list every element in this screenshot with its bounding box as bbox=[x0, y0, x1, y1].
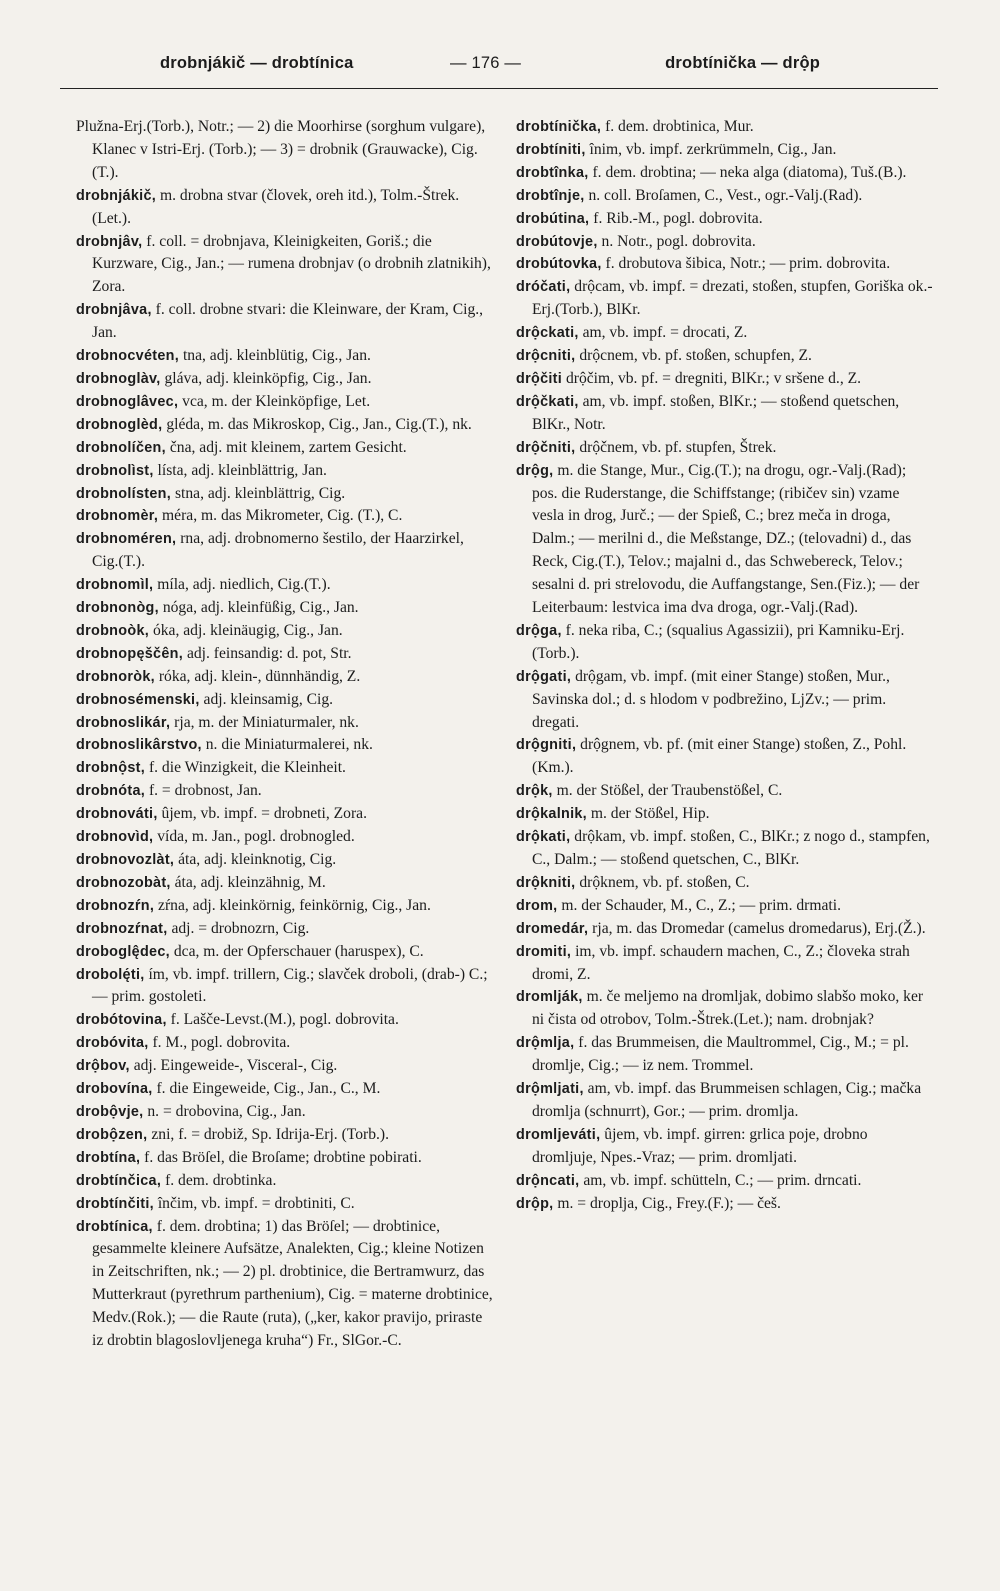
dictionary-entry bbox=[76, 1193, 494, 1216]
dictionary-entry bbox=[76, 1078, 494, 1101]
entry-headword: dromlják, bbox=[516, 989, 583, 1006]
entry-definition: m. der Stößel, Hip. bbox=[586, 805, 710, 823]
dictionary-entry bbox=[516, 1124, 934, 1170]
dictionary-entry bbox=[516, 116, 934, 139]
entry-definition: f. das Brummeisen, die Maultrommel, Cig., M.; = pl. dromlje, Cig.; — iz nem. Trommel. bbox=[532, 1034, 909, 1075]
entry-headword: drộkalnik, bbox=[516, 806, 587, 823]
entry-definition: drộčim, vb. pf. = dregniti, BlKr.; v sršene d., Z. bbox=[562, 369, 862, 387]
dictionary-entry bbox=[76, 780, 494, 803]
entry-definition: rja, m. der Miniaturmaler, nk. bbox=[170, 713, 359, 731]
dictionary-entry bbox=[516, 1032, 934, 1078]
entry-headword: drobnomìl, bbox=[76, 577, 154, 594]
dictionary-entry bbox=[76, 643, 494, 666]
entry-headword: dromiti, bbox=[516, 943, 572, 960]
entry-headword: drobtînje, bbox=[516, 187, 585, 204]
dictionary-entry bbox=[76, 964, 494, 1010]
running-head-right: drobtínička — drộp bbox=[665, 54, 820, 72]
entry-definition: f. das Bröſel, die Broſame; drobtine pobirati. bbox=[140, 1148, 422, 1166]
entry-definition: am, vb. impf. stoßen, BlKr.; — stoßend quetschen, BlKr., Notr. bbox=[532, 392, 900, 433]
dictionary-entry bbox=[76, 1124, 494, 1147]
dictionary-entry bbox=[76, 368, 494, 391]
dictionary-entry bbox=[76, 941, 494, 964]
entry-headword: drộmljati, bbox=[516, 1081, 584, 1098]
entry-definition: f. Rib.-M., pogl. dobrovita. bbox=[589, 209, 763, 227]
entry-headword: drobnopęščên, bbox=[76, 645, 184, 662]
dictionary-entry bbox=[76, 574, 494, 597]
dictionary-entry bbox=[516, 986, 934, 1032]
entry-headword: drobnozŕn, bbox=[76, 897, 155, 914]
entry-headword: drộgati, bbox=[516, 668, 572, 685]
entry-definition: f. die Eingeweide, Cig., Jan., C., M. bbox=[152, 1080, 381, 1098]
dictionary-entry bbox=[516, 1193, 934, 1216]
entry-headword: drộkniti, bbox=[516, 874, 576, 891]
dictionary-entry bbox=[76, 597, 494, 620]
entry-definition: drộgam, vb. impf. (mit einer Stange) stoßen, Mur., Savinska dol.; d. s hlodom v podbrežino, LjZv.; — prim. dregati. bbox=[532, 667, 890, 731]
entry-headword: drobnóta, bbox=[76, 783, 146, 800]
entry-headword: drobnoglâvec, bbox=[76, 393, 179, 410]
entry-definition: rja, m. das Dromedar (camelus dromedarus), Erj.(Ž.). bbox=[588, 919, 926, 937]
dictionary-entry bbox=[516, 162, 934, 185]
entry-definition: f. = drobnost, Jan. bbox=[145, 782, 262, 800]
entry-headword: drobtínica, bbox=[76, 1218, 153, 1235]
dictionary-entry bbox=[516, 734, 934, 780]
entry-definition: f. dem. drobtinica, Mur. bbox=[601, 118, 754, 135]
entry-headword: drộčniti, bbox=[516, 439, 576, 456]
dictionary-entry bbox=[76, 826, 494, 849]
dictionary-entry bbox=[516, 941, 934, 987]
dictionary-entry bbox=[76, 872, 494, 895]
entry-definition: f. coll. drobne stvari: die Kleinware, der Kram, Cig., Jan. bbox=[92, 301, 484, 342]
entry-definition: am, vb. impf. das Brummeisen schlagen, Cig.; mačka dromlja (schnurrt), Gor.; — prim. dromlja. bbox=[532, 1080, 922, 1120]
dictionary-entry bbox=[76, 391, 494, 414]
entry-headword: dromljeváti, bbox=[516, 1126, 601, 1143]
entry-definition: f. dem. drobtinka. bbox=[161, 1171, 277, 1189]
running-head bbox=[160, 54, 820, 78]
entry-definition: m. der Schauder, M., C., Z.; — prim. drmati. bbox=[557, 896, 841, 914]
entry-headword: drobnolíčen, bbox=[76, 439, 166, 456]
dictionary-entry bbox=[76, 712, 494, 735]
dictionary-entry bbox=[76, 414, 494, 437]
entry-headword: drobolę́ti, bbox=[76, 966, 145, 983]
entry-headword: drobnoòk, bbox=[76, 622, 150, 639]
entry-headword: drobnomèr, bbox=[76, 508, 159, 525]
entry-definition: f. neka riba, C.; (squalius Agassizii), pri Kamniku-Erj.(Torb.). bbox=[532, 621, 905, 662]
entry-definition: róka, adj. klein-, dünnhändig, Z. bbox=[154, 667, 361, 685]
entry-headword: drobnjákič, bbox=[76, 187, 157, 204]
entry-headword: drộčiti bbox=[516, 370, 563, 387]
entry-definition: drộčnem, vb. pf. stupfen, Štrek. bbox=[575, 438, 777, 456]
entry-definition: áta, adj. kleinzähnig, M. bbox=[170, 873, 326, 891]
entry-definition: stna, adj. kleinblättrig, Cig. bbox=[171, 484, 346, 502]
entry-definition: f. die Winzigkeit, die Kleinheit. bbox=[145, 759, 346, 777]
dictionary-entry bbox=[516, 872, 934, 895]
dictionary-entry bbox=[76, 460, 494, 483]
entry-definition: am, vb. impf. = drocati, Z. bbox=[578, 324, 748, 342]
dictionary-entry bbox=[76, 1055, 494, 1078]
dictionary-entry bbox=[516, 666, 934, 735]
dictionary-entry bbox=[76, 437, 494, 460]
dictionary-entry bbox=[76, 757, 494, 780]
entry-definition: m. = droplja, Cig., Frey.(F.); — češ. bbox=[553, 1194, 781, 1212]
entry-definition: Plužna-Erj.(Torb.), Notr.; — 2) die Moorhirse (sorghum vulgare), Klanec v Istri-Erj. (Torb.); — 3) = drobnik (Grauwacke), Cig.(T.). bbox=[76, 118, 486, 181]
dictionary-entry bbox=[76, 1032, 494, 1055]
entry-headword: drobnolísten, bbox=[76, 485, 172, 502]
entry-headword: drobtíniti, bbox=[516, 141, 586, 158]
entry-headword: drom, bbox=[516, 897, 558, 914]
entry-headword: drobnolìst, bbox=[76, 462, 154, 479]
dictionary-entry bbox=[516, 276, 934, 322]
dictionary-entry bbox=[516, 139, 934, 162]
dictionary-entry bbox=[516, 185, 934, 208]
entry-definition: gláva, adj. kleinköpfig, Cig., Jan. bbox=[160, 369, 372, 387]
entry-headword: drobtínčiti, bbox=[76, 1195, 154, 1212]
entry-definition: drộgnem, vb. pf. (mit einer Stange) stoßen, Z., Pohl.(Km.). bbox=[532, 736, 907, 777]
entry-headword: drộncati, bbox=[516, 1172, 580, 1189]
dictionary-entry bbox=[76, 483, 494, 506]
entry-headword: drobútovje, bbox=[516, 233, 598, 250]
right-column bbox=[516, 116, 934, 1216]
entry-definition: óka, adj. kleinäugig, Cig., Jan. bbox=[149, 621, 343, 639]
entry-headword: drộg, bbox=[516, 462, 554, 479]
dictionary-entry bbox=[76, 1216, 494, 1353]
entry-headword: drộmlja, bbox=[516, 1035, 575, 1052]
entry-headword: drobóvita, bbox=[76, 1035, 149, 1052]
entry-definition: drộkam, vb. impf. stoßen, C., BlKr.; z nogo d., stampfen, C., Dalm.; — stoßend quetschen, C., BlKr. bbox=[532, 828, 930, 868]
entry-definition: m. der Stößel, der Traubenstößel, C. bbox=[552, 782, 783, 800]
entry-definition: adj. Eingeweide-, Visceral-, Cig. bbox=[129, 1057, 338, 1075]
dictionary-entry bbox=[76, 505, 494, 528]
dictionary-entry bbox=[516, 322, 934, 345]
dictionary-entry bbox=[76, 1170, 494, 1193]
entry-definition: vca, m. der Kleinköpfige, Let. bbox=[178, 392, 371, 410]
dictionary-entry bbox=[76, 803, 494, 826]
entry-definition: f. drobutova šibica, Notr.; — prim. dobrovita. bbox=[601, 255, 891, 273]
entry-definition: tna, adj. kleinblütig, Cig., Jan. bbox=[179, 347, 371, 365]
entry-headword: drobútina, bbox=[516, 210, 590, 227]
dictionary-entry bbox=[516, 391, 934, 437]
entry-headword: drobnoglàv, bbox=[76, 370, 161, 387]
entry-headword: drộčkati, bbox=[516, 393, 579, 410]
entry-definition: înim, vb. impf. zerkrümmeln, Cig., Jan. bbox=[585, 140, 837, 158]
entry-headword: drobótovina, bbox=[76, 1012, 167, 1029]
entry-headword: drobnovìd, bbox=[76, 829, 154, 846]
dictionary-entry bbox=[76, 620, 494, 643]
entry-definition: am, vb. impf. schütteln, C.; — prim. drncati. bbox=[579, 1171, 862, 1189]
dictionary-entry bbox=[516, 460, 934, 620]
dictionary-entry bbox=[76, 1101, 494, 1124]
entry-definition: f. coll. = drobnjava, Kleinigkeiten, Goriš.; die Kurzware, Cig., Jan.; — rumena drobnjav (o drobnih zlatnikih), Zora. bbox=[92, 232, 491, 296]
dictionary-entry bbox=[516, 437, 934, 460]
entry-headword: drộckati, bbox=[516, 325, 579, 342]
dictionary-entry bbox=[76, 116, 494, 185]
entry-definition: vída, m. Jan., pogl. drobnogled. bbox=[153, 828, 355, 846]
dictionary-entry bbox=[516, 345, 934, 368]
entry-definition: f. dem. drobtina; — neka alga (diatoma), Tuš.(B.). bbox=[588, 163, 907, 181]
dictionary-entry bbox=[76, 734, 494, 757]
entry-headword: drobnoméren, bbox=[76, 531, 177, 548]
entry-headword: drobovína, bbox=[76, 1081, 153, 1098]
dictionary-entry bbox=[516, 918, 934, 941]
entry-headword: drobnocvéten, bbox=[76, 348, 180, 365]
entry-definition: drộknem, vb. pf. stoßen, C. bbox=[575, 873, 750, 891]
entry-definition: míla, adj. niedlich, Cig.(T.). bbox=[153, 576, 331, 594]
entry-definition: lísta, adj. kleinblättrig, Jan. bbox=[153, 461, 327, 479]
dictionary-entry bbox=[76, 849, 494, 872]
dictionary-entry bbox=[516, 620, 934, 666]
entry-headword: drobtína, bbox=[76, 1149, 141, 1166]
entry-headword: drobnoglèd, bbox=[76, 416, 163, 433]
entry-definition: čna, adj. mit kleinem, zartem Gesicht. bbox=[165, 438, 407, 456]
entry-headword: drobnoròk, bbox=[76, 668, 155, 685]
entry-definition: im, vb. impf. schaudern machen, C., Z.; človeka strah dromi, Z. bbox=[532, 942, 910, 983]
entry-definition: ûjem, vb. impf. girren: grlica poje, drobno dromljuje, Npes.-Vraz; — prim. dromljati. bbox=[532, 1125, 868, 1166]
entry-headword: drobtínčica, bbox=[76, 1172, 162, 1189]
entry-definition: m. drobna stvar (človek, oreh itd.), Tolm.-Štrek.(Let.). bbox=[92, 186, 460, 227]
entry-headword: drobútovka, bbox=[516, 256, 602, 273]
entry-definition: adj. feinsandig: d. pot, Str. bbox=[183, 644, 352, 662]
entry-headword: drộga, bbox=[516, 622, 562, 639]
entry-definition: adj. kleinsamig, Cig. bbox=[199, 690, 334, 708]
dictionary-entry bbox=[516, 803, 934, 826]
dictionary-entry bbox=[76, 918, 494, 941]
entry-definition: n. = drobovina, Cig., Jan. bbox=[143, 1102, 306, 1120]
dictionary-entry bbox=[76, 1009, 494, 1032]
dictionary-entry bbox=[76, 528, 494, 574]
dictionary-entry bbox=[516, 231, 934, 254]
running-head-left: drobnjákič — drobtínica bbox=[160, 54, 354, 72]
dictionary-entry bbox=[516, 208, 934, 231]
entry-headword: drộkati, bbox=[516, 829, 571, 846]
entry-definition: drộcam, vb. impf. = drezati, stoßen, stupfen, Goriška ok.-Erj.(Torb.), BlKr. bbox=[532, 278, 933, 319]
entry-definition: m. die Stange, Mur., Cig.(T.); na drogu, ogr.-Valj.(Rad); pos. die Ruderstange, die Schiffstange; (ribičev sin) vzame vesla in drog, Jurč.; — der Spieß, C.; brez meča in droga, Dalm.; — merilni d., die Meßstange, DZ.; (telovadni) d., das Reck, Cig.(T.), Telov.; majalni d., das Schwebereck, Telov.; sesalni d. pri strelovodu, die Auffangstange, Sen.(Fiz.); — der Leiterbaum: lestvica ima dva droga, ogr.-Valj.(Rad). bbox=[532, 461, 920, 617]
dictionary-entry bbox=[516, 368, 934, 391]
dictionary-entry bbox=[516, 1078, 934, 1124]
entry-definition: dca, m. der Opferschauer (haruspex), C. bbox=[169, 942, 424, 960]
entry-headword: drộcniti, bbox=[516, 348, 576, 365]
entry-headword: drobnováti, bbox=[76, 806, 158, 823]
entry-definition: n. die Miniaturmalerei, nk. bbox=[201, 736, 373, 754]
entry-definition: zŕna, adj. kleinkörnig, feinkörnig, Cig., Jan. bbox=[154, 896, 431, 914]
entry-headword: drộk, bbox=[516, 783, 553, 800]
dictionary-entry bbox=[76, 299, 494, 345]
page-number: — 176 — bbox=[450, 54, 522, 72]
entry-definition: méra, m. das Mikrometer, Cig. (T.), C. bbox=[158, 507, 403, 525]
entry-headword: drobtínička, bbox=[516, 119, 602, 135]
entry-headword: dróčati, bbox=[516, 279, 571, 296]
entry-headword: drobtînka, bbox=[516, 164, 589, 181]
dictionary-entry bbox=[76, 1147, 494, 1170]
entry-definition: f. M., pogl. dobrovita. bbox=[148, 1034, 291, 1052]
entry-definition: gléda, m. das Mikroskop, Cig., Jan., Cig.(T.), nk. bbox=[162, 415, 472, 433]
entry-headword: drobộzen, bbox=[76, 1126, 148, 1143]
dictionary-entry bbox=[516, 253, 934, 276]
dictionary-entry bbox=[76, 666, 494, 689]
entry-definition: drộcnem, vb. pf. stoßen, schupfen, Z. bbox=[575, 347, 812, 365]
dictionary-entry bbox=[76, 345, 494, 368]
dictionary-entry bbox=[76, 895, 494, 918]
entry-definition: rna, adj. drobnomerno šestilo, der Haarzirkel, Cig.(T.). bbox=[92, 530, 464, 571]
entry-definition: n. coll. Broſamen, C., Vest., ogr.-Valj.(Rad). bbox=[584, 186, 863, 204]
dictionary-entry bbox=[516, 1170, 934, 1193]
entry-definition: ím, vb. impf. trillern, Cig.; slavček droboli, (drab-) C.; — prim. gostoleti. bbox=[92, 965, 488, 1006]
entry-headword: drobnjâva, bbox=[76, 302, 152, 319]
entry-definition: înčim, vb. impf. = drobtiniti, C. bbox=[153, 1194, 355, 1212]
entry-definition: zni, f. = drobiž, Sp. Idrija-Erj. (Torb.). bbox=[147, 1125, 389, 1143]
dictionary-entry bbox=[76, 689, 494, 712]
entry-headword: dromedár, bbox=[516, 920, 589, 937]
entry-headword: drobnjâv, bbox=[76, 233, 143, 250]
entry-headword: drobnoslikârstvo, bbox=[76, 737, 202, 754]
entry-headword: drobnozŕnat, bbox=[76, 920, 168, 937]
entry-headword: drobnosémenski, bbox=[76, 691, 200, 708]
entry-definition: n. Notr., pogl. dobrovita. bbox=[597, 232, 756, 250]
dictionary-entry bbox=[76, 231, 494, 300]
entry-definition: ûjem, vb. impf. = drobneti, Zora. bbox=[157, 805, 367, 823]
entry-headword: drobnozobàt, bbox=[76, 874, 171, 891]
entry-definition: adj. = drobnozrn, Cig. bbox=[167, 919, 310, 937]
entry-headword: drobnoslikár, bbox=[76, 714, 171, 731]
entry-headword: drộbov, bbox=[76, 1058, 130, 1075]
entry-headword: drộp, bbox=[516, 1195, 554, 1212]
dictionary-entry bbox=[516, 826, 934, 872]
entry-headword: drobnovozlàt, bbox=[76, 852, 175, 868]
dictionary-entry bbox=[516, 780, 934, 803]
entry-definition: nóga, adj. kleinfüßig, Cig., Jan. bbox=[158, 599, 359, 617]
header-rule bbox=[60, 88, 938, 89]
dictionary-entry bbox=[516, 895, 934, 918]
entry-definition: f. dem. drobtina; 1) das Bröſel; — drobtinice, gesammelte kleinere Aufsätze, Analekten, Cig.; kleine Notizen in Zeitschriften, nk.; — 2) pl. drobtinice, die Bertramwurz, das Mutterkraut (pyrethrum parthenium), Cig. = materne drobtinice, Medv.(Rok.); — die Raute (ruta), („ker, kakor pravijo, priraste iz drobtin blagoslovljenega kruha“) Fr., SlGor.-C. bbox=[92, 1217, 493, 1350]
left-column bbox=[76, 116, 494, 1353]
entry-headword: droboglę̂dec, bbox=[76, 943, 170, 960]
dictionary-entry bbox=[76, 185, 494, 231]
entry-definition: m. če meljemo na dromljak, dobimo slabšo moko, ker ni čista od otrobov, Tolm.-Štrek.(Let.); nam. drobnjak? bbox=[532, 988, 924, 1029]
entry-definition: áta, adj. kleinknotig, Cig. bbox=[174, 851, 337, 868]
entry-headword: drobnộst, bbox=[76, 760, 146, 777]
entry-headword: drobnonòg, bbox=[76, 600, 159, 617]
entry-definition: f. Lašče-Levst.(M.), pogl. dobrovita. bbox=[166, 1011, 399, 1029]
entry-headword: drobộvje, bbox=[76, 1103, 144, 1120]
entry-headword: drộgniti, bbox=[516, 737, 577, 754]
